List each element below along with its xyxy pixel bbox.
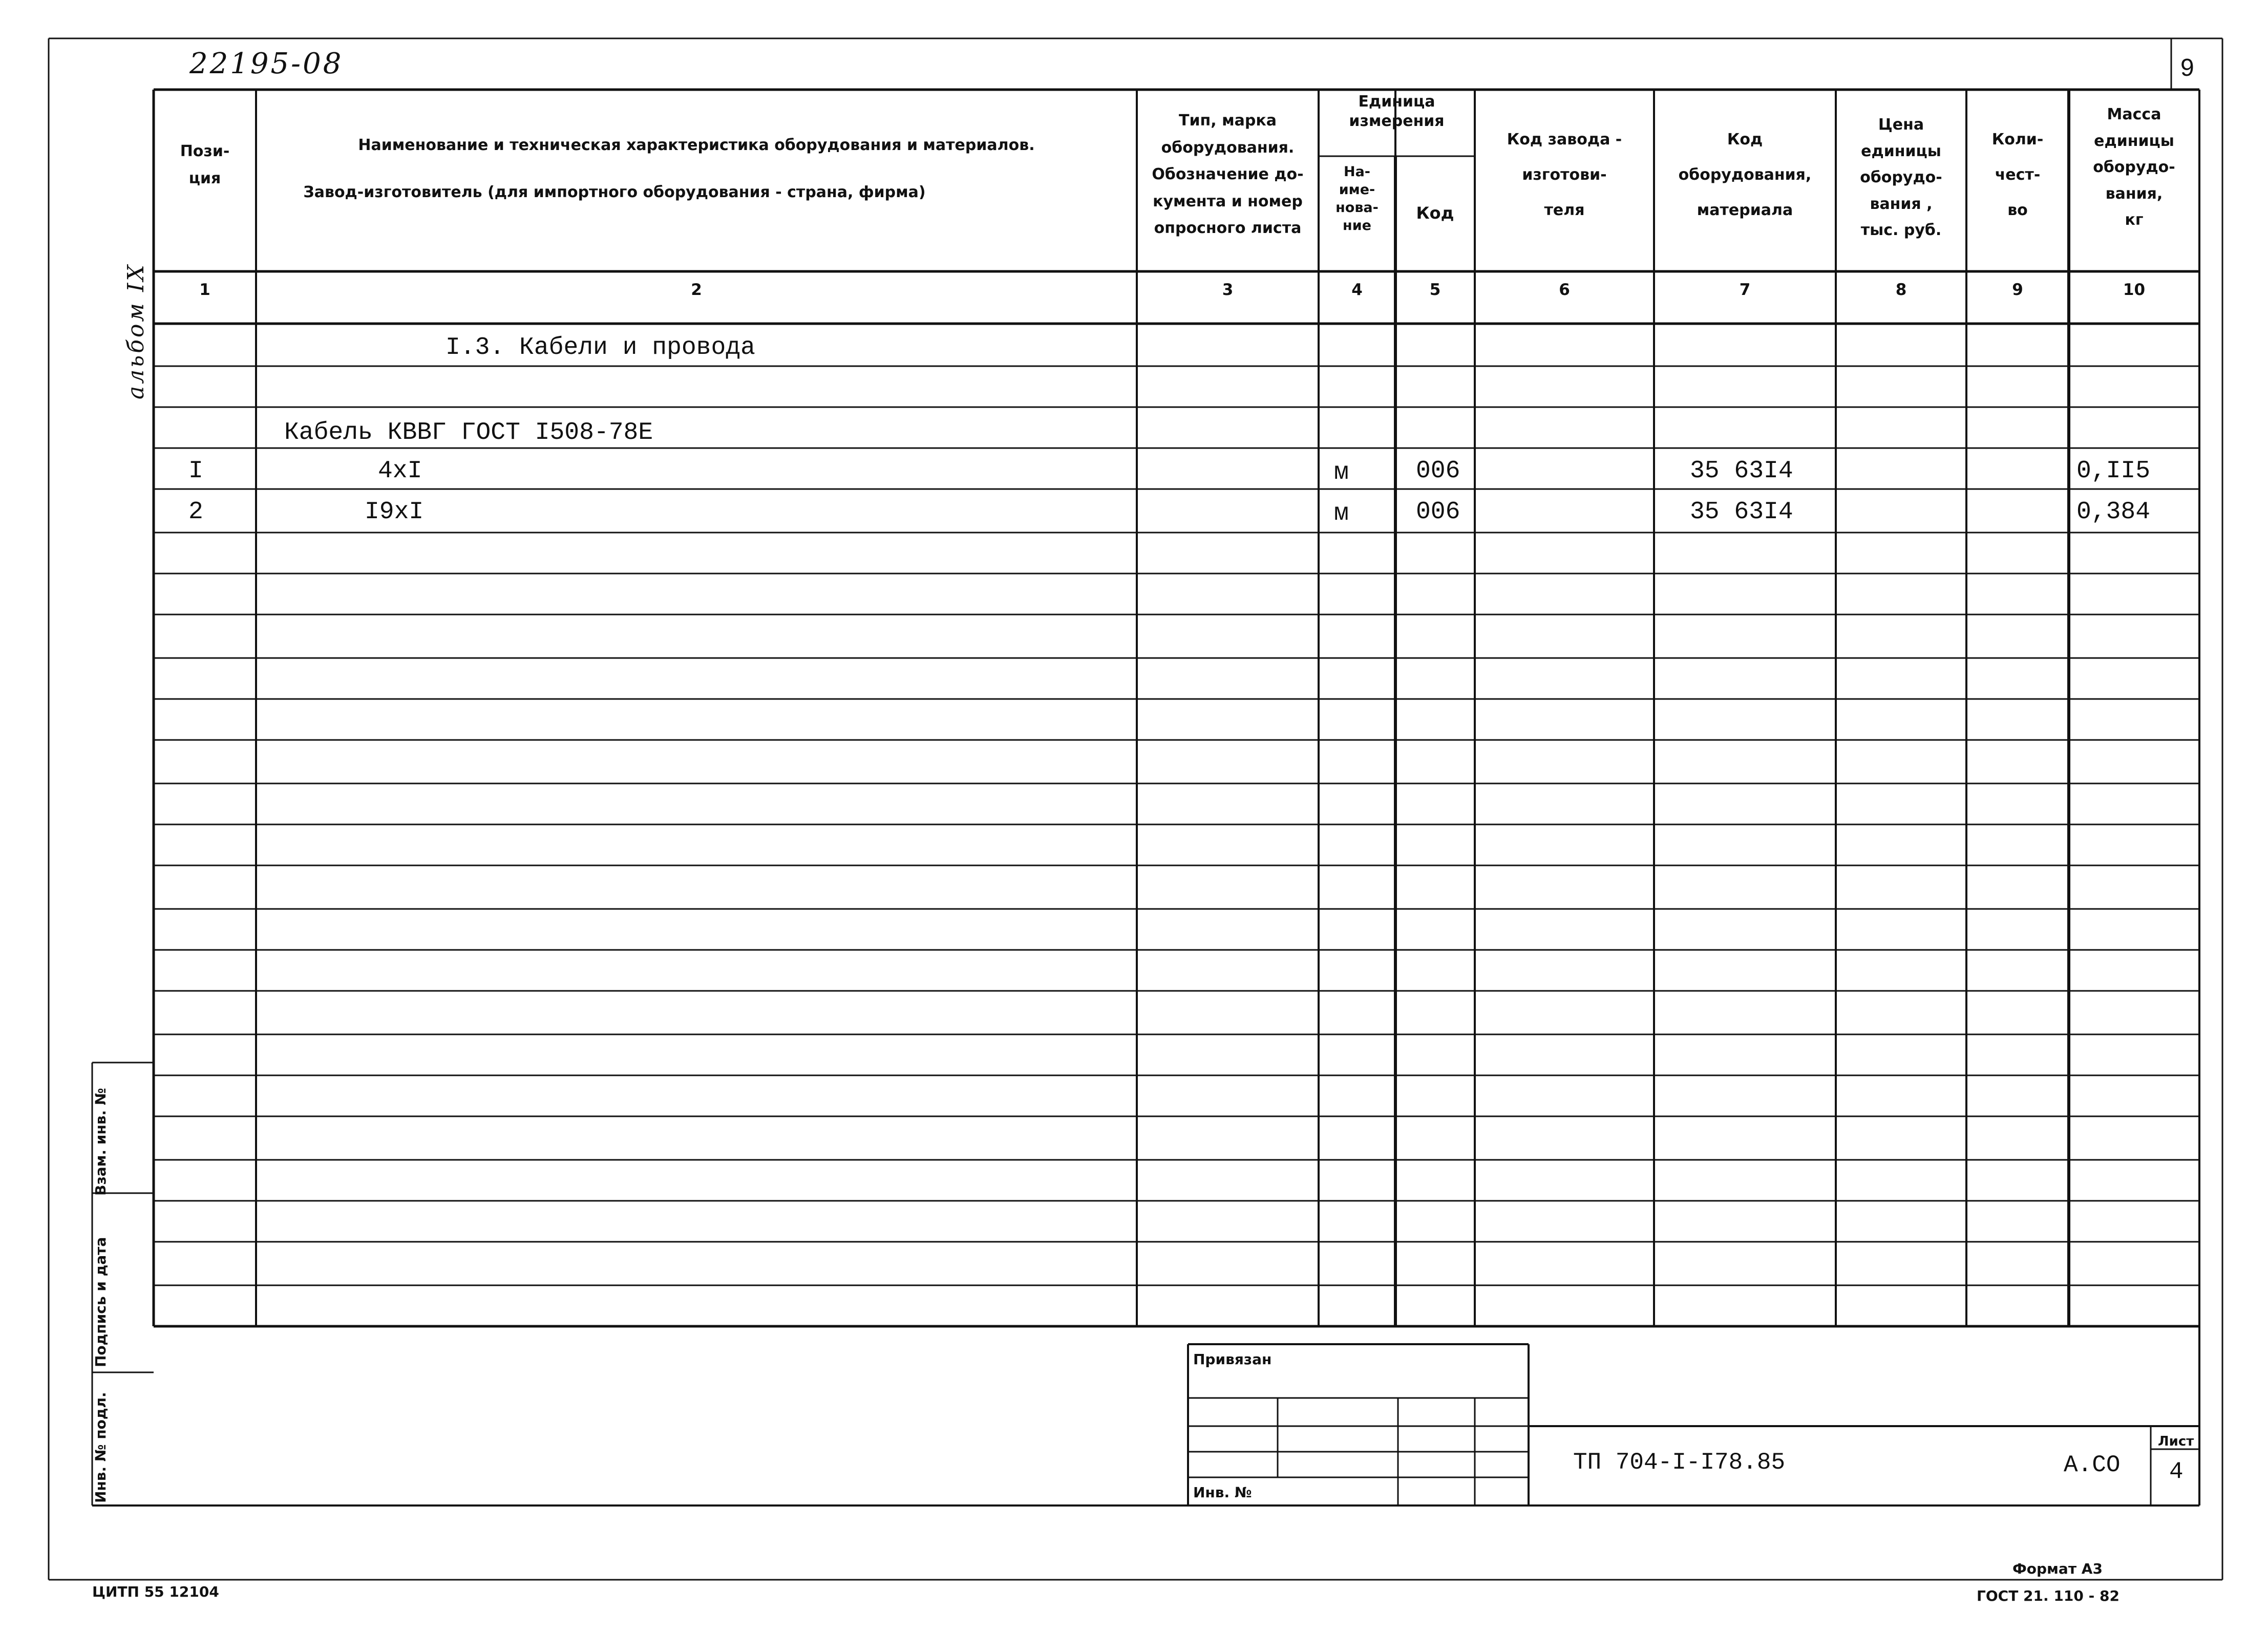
stamp-linked-label: Привязан [1193, 1351, 1272, 1368]
table-cell-mass: 0,II5 [2076, 457, 2151, 485]
column-number: 10 [2123, 281, 2146, 299]
document-code: ТП 704-I-I78.85 [1573, 1449, 1786, 1476]
footer-gost: ГОСТ 21. 110 - 82 [1977, 1587, 2119, 1604]
side-note: альбом IX [123, 263, 149, 399]
table-cell-equipment-code: 35 63I4 [1690, 498, 1793, 526]
column-number: 8 [1895, 281, 1907, 299]
table-cell-equipment-code: 35 63I4 [1690, 457, 1793, 485]
column-number: 6 [1559, 281, 1570, 299]
side-stamp-inv-substitute: Взам. инв. № [92, 1088, 109, 1196]
handwritten-number: 22195-08 [189, 47, 344, 80]
header-name-line1: Наименование и техническая характеристика оборудования и материалов. [358, 136, 1035, 154]
table-cell-position: I [188, 457, 203, 485]
table-cell-position: 2 [188, 498, 203, 526]
header-price: Цена единицы оборудо- вания , тыс. руб. [1860, 116, 1942, 240]
header-position: Пози- ция [180, 142, 230, 187]
side-stamp-sign-date: Подпись и дата [92, 1237, 109, 1367]
table-cell-unit: м [1334, 500, 1349, 527]
album-code: А.СО [2064, 1452, 2121, 1478]
column-number: 5 [1429, 281, 1441, 299]
table-cell-mass: 0,384 [2076, 498, 2151, 526]
header-unit-name: На- име- нова- ние [1336, 164, 1379, 234]
column-number: 7 [1739, 281, 1751, 299]
header-type: Тип, марка оборудования. Обозначение до- кумента и номер опросного листа [1152, 112, 1304, 237]
sheet-label: Лист [2158, 1434, 2194, 1449]
table-cell-code: 006 [1416, 498, 1460, 526]
table-cell-name: I9хI [365, 498, 424, 526]
column-number: 3 [1222, 281, 1234, 299]
header-name-line2: Завод-изготовитель (для импортного оборудования - страна, фирма) [303, 183, 926, 201]
table-cell-unit: м [1334, 459, 1349, 486]
side-stamp-inv-original: Инв. № подл. [92, 1392, 109, 1503]
header-plant-code: Код завода - изготови- теля [1507, 131, 1622, 219]
column-number: 9 [2012, 281, 2023, 299]
column-number: 4 [1351, 281, 1363, 299]
footer-left: ЦИТП 55 12104 [92, 1583, 219, 1600]
header-equipment-code: Код оборудования, материала [1678, 131, 1812, 219]
header-unit-code: Код [1416, 203, 1454, 223]
section-title: I.3. Кабели и провода [446, 334, 755, 362]
column-number: 1 [199, 281, 210, 299]
footer-format: Формат А3 [2012, 1560, 2103, 1577]
column-number-row [0, 281, 2268, 311]
sheet-number: 4 [2169, 1458, 2184, 1485]
table-cell-code: 006 [1416, 457, 1460, 485]
header-unit-group: Единица измерения [1349, 93, 1445, 130]
column-number: 2 [691, 281, 702, 299]
table-cell-name: 4хI [378, 457, 422, 485]
page-number: 9 [2180, 54, 2194, 81]
header-mass: Масса единицы оборудо- вания, кг [2093, 105, 2175, 229]
stamp-inv-label: Инв. № [1193, 1484, 1252, 1501]
table-cell-name: Кабель КВВГ ГОСТ I508-78Е [284, 419, 653, 447]
header-quantity: Коли- чест- во [1991, 131, 2044, 219]
